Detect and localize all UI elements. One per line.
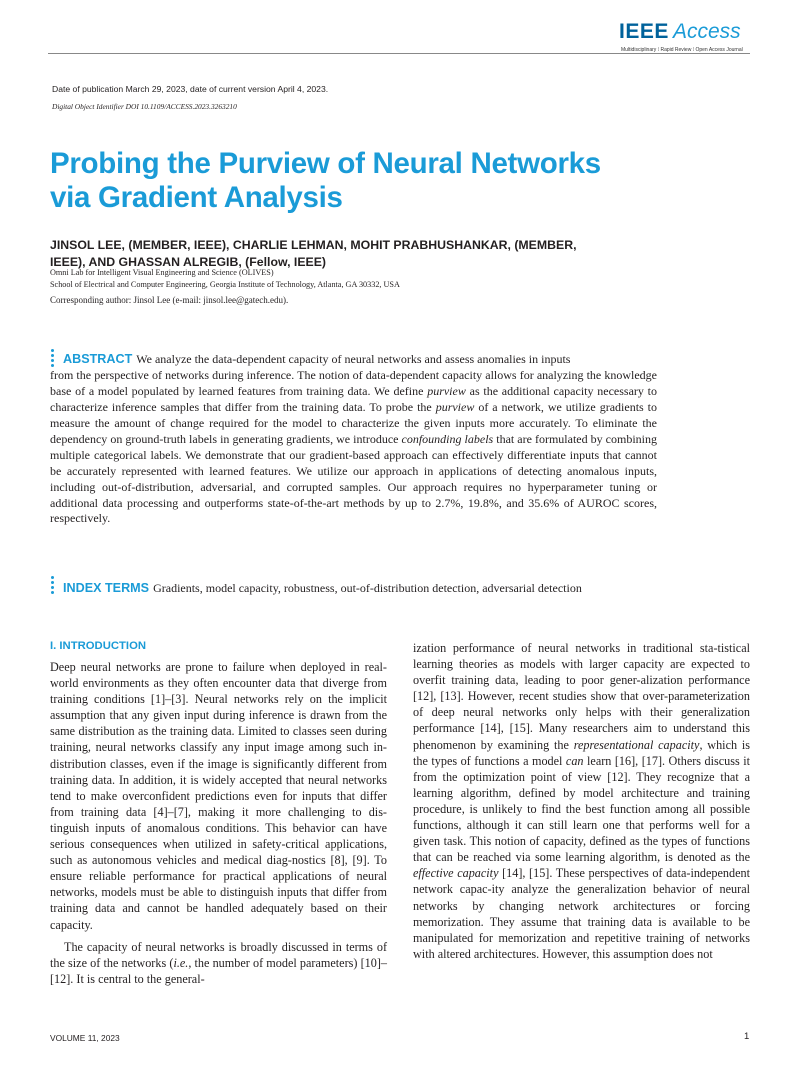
paragraph-text: , the number of model parameters) [10]–[12]. It is central to the general- [50, 955, 387, 986]
index-terms-label: INDEX TERMS [63, 581, 150, 595]
paragraph-em: representational capacity [573, 737, 700, 752]
footer-volume: VOLUME 11, 2023 [50, 1033, 120, 1043]
paragraph-em: i.e. [173, 955, 189, 970]
abstract-first-text: We analyze the data-dependent capacity of neural networks and assess anomalies in inputs [136, 352, 571, 366]
title-line-2: via Gradient Analysis [50, 181, 343, 214]
doi: Digital Object Identifier DOI 10.1109/ACCESS.2023.3263210 [52, 102, 237, 111]
abstract-label: ABSTRACT [63, 352, 133, 366]
logo-tagline: Multidisciplinary ⁞ Rapid Review ⁞ Open Access Journal [621, 47, 743, 53]
abstract-text: from the perspective of networks during inference. The notion of data-dependent capacity allows for analyzing the knowledge base of a model populated by learned features from training data. We define [50, 367, 657, 398]
corresponding-author: Corresponding author: Jinsol Lee (e-mail: jinsol.lee@gatech.edu). [50, 295, 289, 305]
logo-ieee-text: IEEE [619, 20, 669, 43]
paragraph: Deep neural networks are prone to failure when deployed in real-world environments as they often encounter data that diverge from training conditions [1]–[3]. Neural networks rely on the implicit assumption that any given input during inference is drawn from the same distribution as the training data. Limited to classes seen during training, neural networks classify any input image among such in-distribution classes, even if the image is significantly different from training data. In addition, it is widely accepted that neural networks tend to make overconfident predictions even for inputs that differ from training data [4]–[7], making it more challenging to dis-tinguish inputs of anomalous conditions. This behavior can have serious consequences when utilized in safety-critical applications, such as autonomous vehicles and medical diag-nostics [8], [9]. To ensure reliable performance for practical applications of neural networks, models must be able to distinguish inputs that differ from training data and cannot be handled adequately based on their capacity. [50, 660, 387, 932]
index-terms [63, 580, 703, 596]
abstract-em: purview [435, 399, 475, 414]
paragraph-em: can [565, 753, 584, 768]
paper-title [50, 147, 730, 215]
paragraph-text: [14], [15]. These perspectives of data-independent network capac-ity analyze the generalization behavior of neural networks by changing network architectures or forcing memorization. They assume that training data is available to be manipulated for memorization and repetitive training of networks with altered architectures. However, this assumption does not [413, 866, 751, 961]
paragraph [50, 939, 387, 987]
section-heading-introduction: I. INTRODUCTION [50, 640, 147, 652]
affiliation-2: School of Electrical and Computer Engineering, Georgia Institute of Technology, Atlanta, GA 30332, USA [50, 280, 400, 289]
publication-date: Date of publication March 29, 2023, date of current version April 4, 2023. [52, 84, 329, 94]
authors [50, 237, 690, 271]
abstract-em: confounding labels [401, 431, 494, 446]
authors-line-1: JINSOL LEE, (MEMBER, IEEE), CHARLIE LEHMAN, MOHIT PRABHUSHANKAR, (MEMBER, [50, 238, 577, 252]
abstract-text: that are formulated by combining multiple categorical labels. We demonstrate that our gradient-based approach can effectively differentiate inputs that cannot be accurately represented with learned features. We utilize our approach in applications of detecting anomalous inputs, including out-of-distribution, adversarial, and corrupted samples. Our approach requires no hyperparameter tuning or additional data processing and outperforms state-of-the-art methods by up to 2.7%, 19.8%, and 35.6% of AUROC scores, respectively. [50, 431, 657, 526]
authors-line-2: IEEE), AND GHASSAN ALREGIB, (Fellow, IEEE) [50, 255, 327, 269]
abstract-first-line [63, 352, 657, 368]
column-right [413, 640, 750, 962]
abstract-text: as the additional capacity necessary to characterize inference samples that differ from the training data. To probe the [50, 383, 657, 414]
paragraph-text: The capacity of neural networks is broadly discussed in terms of the size of the networks ( [50, 939, 387, 970]
paragraph-text: , which is the types of functions a model [413, 737, 750, 768]
paragraph-em: effective capacity [413, 866, 499, 881]
abstract-dots-icon [51, 349, 55, 369]
abstract-body [50, 368, 657, 528]
header-divider [48, 53, 750, 54]
column-left [50, 659, 387, 987]
ieee-access-logo [619, 20, 749, 54]
page-number: 1 [744, 1031, 750, 1042]
index-terms-text: Gradients, model capacity, robustness, out-of-distribution detection, adversarial detection [153, 581, 582, 595]
abstract-text: of a network, we utilize gradients to measure the amount of change required for the model to characterize the given inputs more accurately. To eliminate the dependency on ground-truth labels in generating gradients, we introduce [50, 399, 657, 446]
logo-access-text: Access [673, 20, 741, 43]
title-line-1: Probing the Purview of Neural Networks [50, 147, 601, 180]
paragraph-text: learn [16], [17]. Others discuss it from the optimization point of view [12]. They recognize that a learning algorithm, defined by model architecture and training procedure, is unlikely to find the best function among all possible functions, although it can still learn one that performs well for a given task. This notion of capacity, defined as the types of functions that can be reached via some learning algorithm, is denoted as the [413, 753, 750, 865]
paragraph [413, 640, 750, 962]
paragraph-text: ization performance of neural networks in traditional sta-tistical learning theories as models with larger capacity are expected to overfit training data, leading to poor gener-alization performance [12], [13]. However, recent studies show that over-parameterization of deep neural networks only helps with their generalization performance [14], [15]. Many researchers aim to understand this phenomenon by examining the [413, 641, 750, 752]
abstract-em: purview [427, 383, 466, 398]
affiliation-1: Omni Lab for Intelligent Visual Engineering and Science (OLIVES) [50, 268, 274, 277]
index-terms-dots-icon [51, 576, 55, 596]
